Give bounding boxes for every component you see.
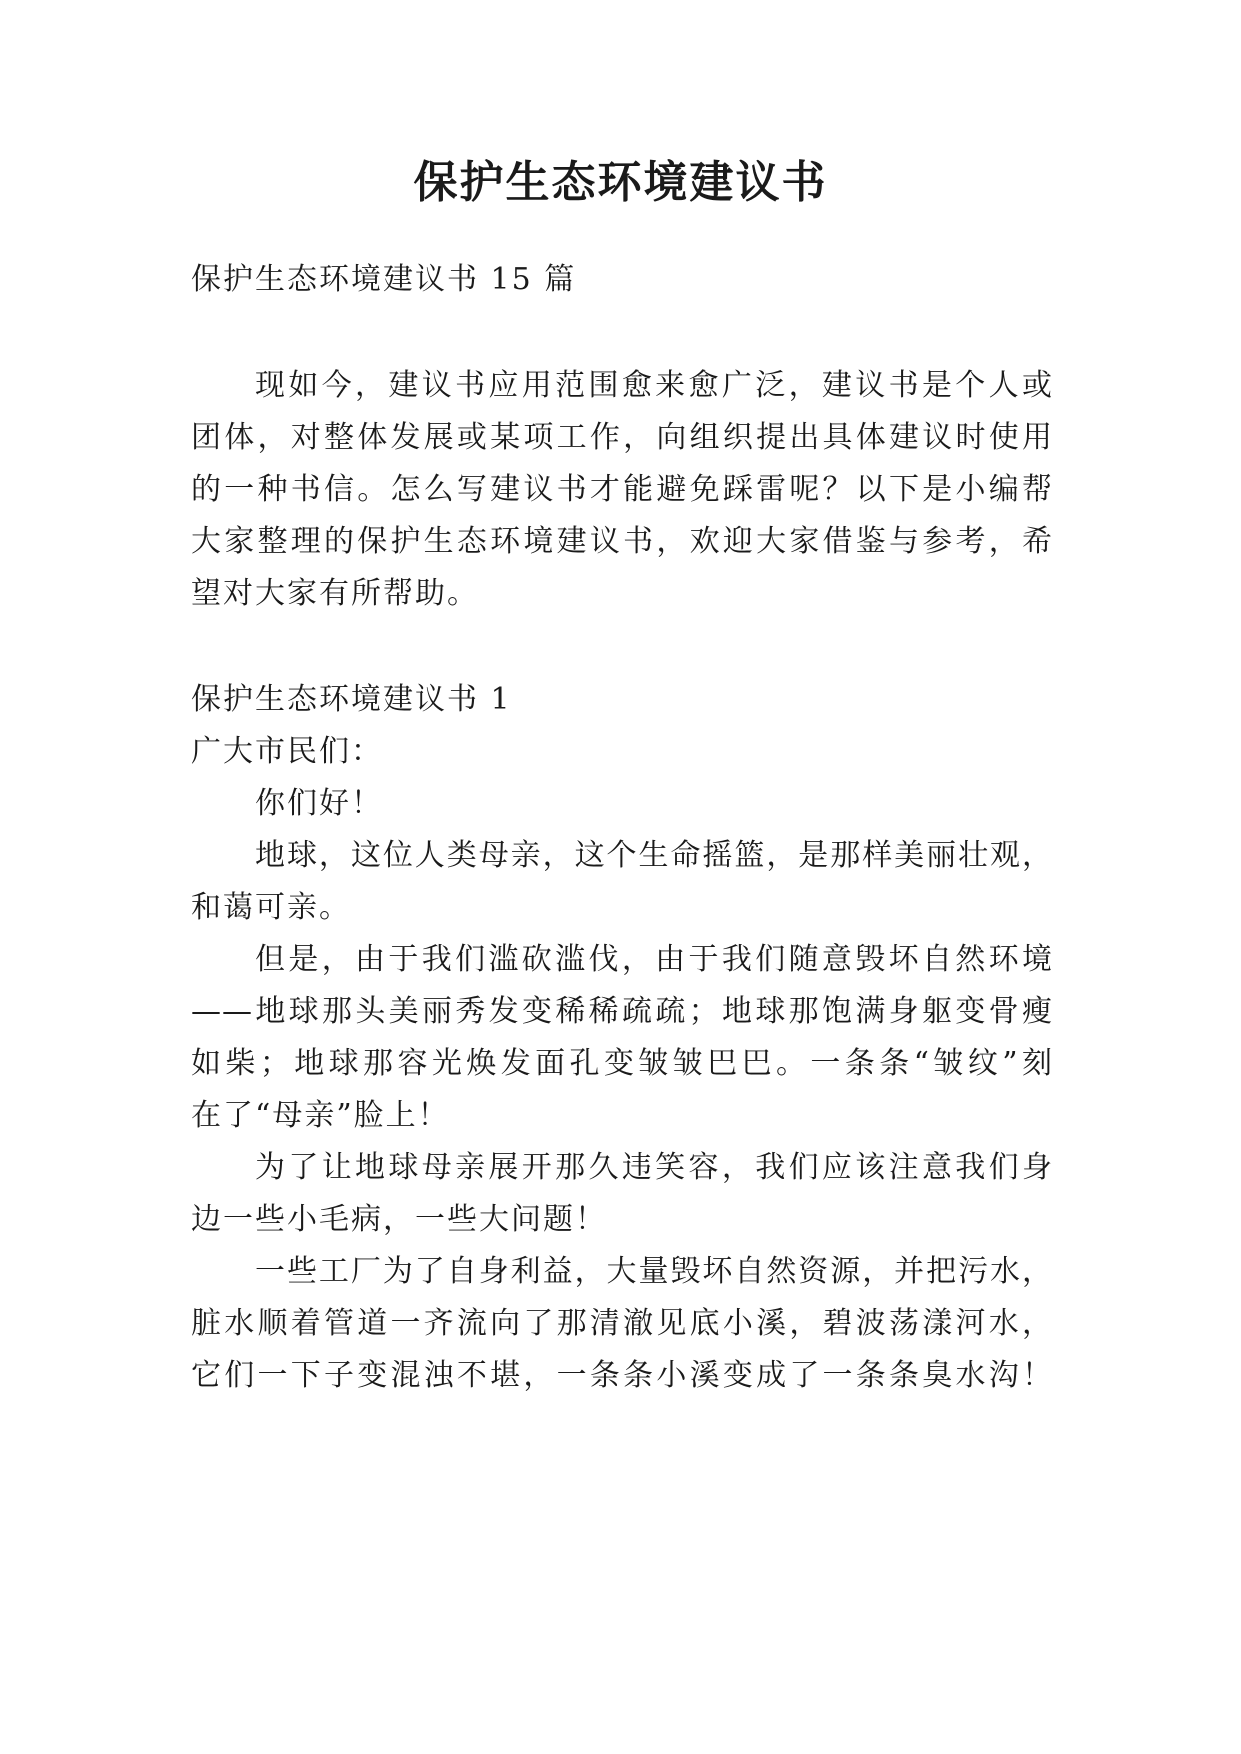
body-line-4: ——地球那头美丽秀发变稀稀疏疏；地球那饱满身躯变骨瘦 <box>191 994 1053 1029</box>
document-title: 保护生态环境建议书 <box>413 157 828 208</box>
salutation: 广大市民们： <box>191 734 383 769</box>
body-line-9: 一些工厂为了自身利益，大量毁坏自然资源，并把污水， <box>255 1254 1053 1289</box>
body-line-10: 脏水顺着管道一齐流向了那清澈见底小溪，碧波荡漾河水， <box>191 1306 1053 1341</box>
body-line-1: 地球，这位人类母亲，这个生命摇篮，是那样美丽壮观， <box>255 838 1053 873</box>
body-line-8: 边一些小毛病，一些大问题！ <box>191 1202 607 1237</box>
body-line-2: 和蔼可亲。 <box>191 890 351 925</box>
body-line-3: 但是，由于我们滥砍滥伐，由于我们随意毁坏自然环境 <box>255 942 1053 977</box>
body-line-6: 在了“母亲”脸上！ <box>191 1098 450 1133</box>
intro-line-3: 的一种书信。怎么写建议书才能避免踩雷呢？以下是小编帮 <box>191 472 1053 507</box>
body-line-7: 为了让地球母亲展开那久违笑容，我们应该注意我们身 <box>255 1150 1053 1185</box>
section-heading: 保护生态环境建议书 1 <box>191 682 512 717</box>
intro-line-1: 现如今，建议书应用范围愈来愈广泛，建议书是个人或 <box>255 368 1053 403</box>
body-line-11: 它们一下子变混浊不堪，一条条小溪变成了一条条臭水沟！ <box>191 1358 1053 1393</box>
intro-line-5: 望对大家有所帮助。 <box>191 576 479 611</box>
intro-line-2: 团体，对整体发展或某项工作，向组织提出具体建议时使用 <box>191 420 1053 455</box>
document-subtitle: 保护生态环境建议书 15 篇 <box>191 262 577 297</box>
intro-line-4: 大家整理的保护生态环境建议书，欢迎大家借鉴与参考，希 <box>191 524 1053 559</box>
greeting: 你们好！ <box>255 786 383 821</box>
body-line-5: 如柴；地球那容光焕发面孔变皱皱巴巴。一条条“皱纹”刻 <box>191 1046 1053 1081</box>
